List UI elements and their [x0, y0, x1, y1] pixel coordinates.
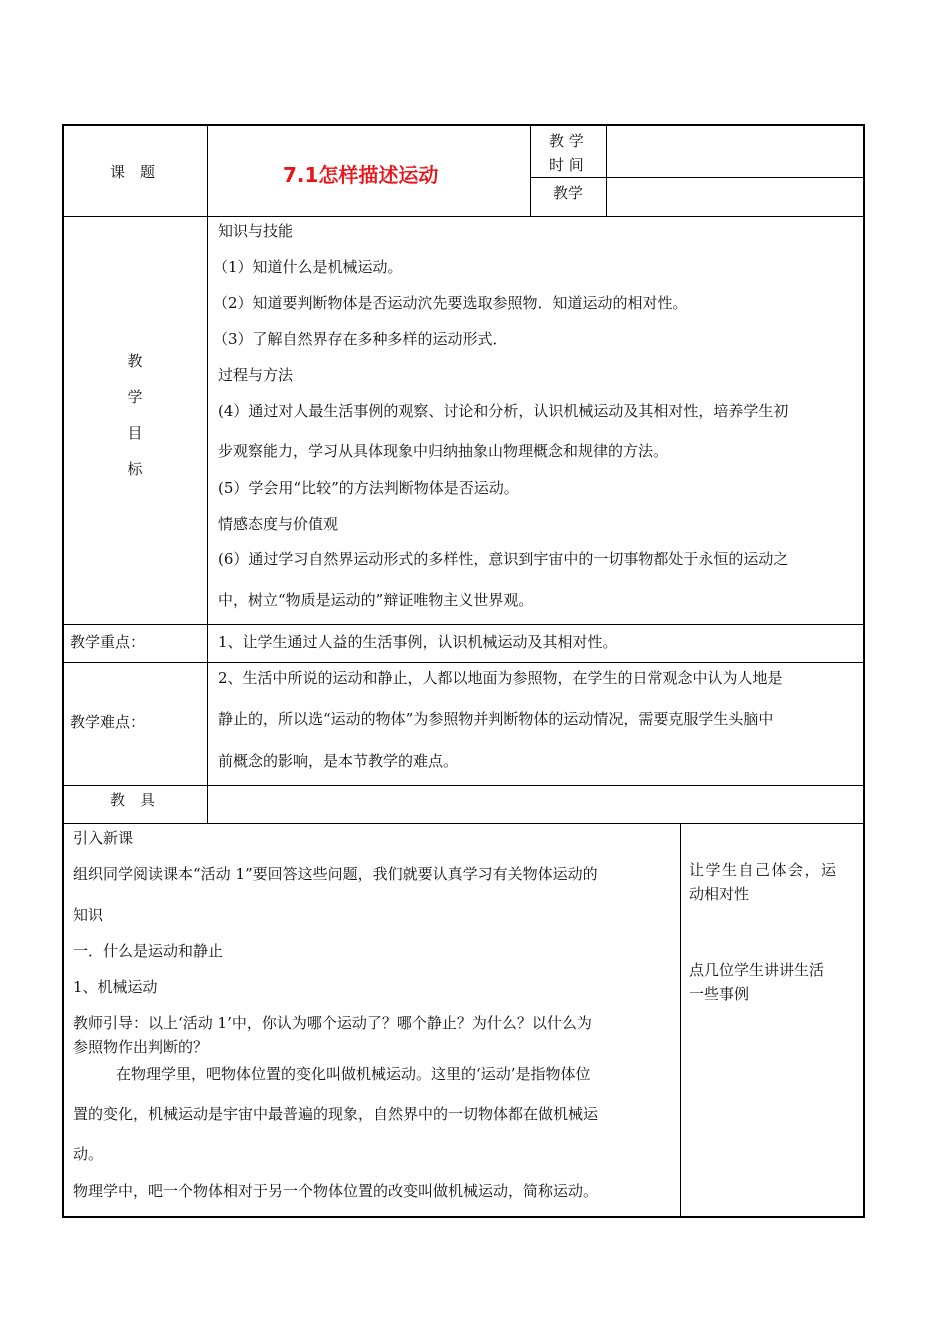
time-label-line1: 教 学 [549, 132, 584, 150]
objectives-label-char: 标 [127, 460, 143, 478]
guide-line-2: 参照物作出判断的？ [73, 1038, 209, 1056]
notes-divider [680, 823, 681, 1217]
subject-label: 课 题 [110, 163, 156, 181]
note-1-line1: 让学生自己体会，运 [689, 861, 838, 879]
objective-item-6-line1: (6）通过学习自然界运动形式的多样性，意识到宇宙中的一切事物都处于永恒的运动之 [218, 550, 789, 568]
difficulties-line-1: 2、生活中所说的运动和静止，人都以地面为参照物，在学生的日常观念中认为人地是 [218, 669, 783, 687]
definition-line-3: 动。 [73, 1145, 104, 1163]
objective-item-5: (5）学会用“比较”的方法判断物体是否运动。 [218, 479, 519, 497]
objectives-label-char: 教 [127, 352, 143, 370]
tools-label: 教 具 [110, 791, 156, 809]
note-2-line1: 点几位学生讲讲生活 [689, 961, 825, 979]
header-divider-1 [207, 124, 208, 824]
guide-line-1: 教师引导：以上‘活动 1’中，你认为哪个运动了？哪个静止？为什么？以什么为 [73, 1014, 592, 1032]
lesson-title: 7.1怎样描述运动 [283, 163, 439, 187]
objectives-label [125, 343, 145, 487]
objective-item-4-line2: 步观察能力，学习从具体现象中归纳抽象山物理概念和规律的方法。 [218, 442, 669, 460]
section-heading-process: 过程与方法 [218, 366, 294, 384]
section-heading-motion: 一．什么是运动和静止 [73, 942, 224, 960]
row-line-tools [62, 785, 864, 786]
table-top-border [62, 124, 865, 126]
objectives-label-char: 学 [127, 388, 143, 406]
objective-item-1: （1）知道什么是机械运动。 [213, 258, 403, 276]
objective-item-3: （3）了解自然界存在多种多样的运动形式． [213, 330, 508, 348]
difficulties-line-3: 前概念的影响，是本节教学的难点。 [218, 752, 459, 770]
teach-label: 教学 [553, 184, 584, 202]
header-inner-line [530, 177, 864, 178]
sub-heading-mechanical: 1、机械运动 [73, 978, 158, 996]
section-heading-attitude: 情感态度与价值观 [218, 515, 339, 533]
row-line-process [62, 823, 864, 824]
section-heading-knowledge: 知识与技能 [218, 222, 294, 240]
row-line-objectives [62, 216, 864, 217]
key-points-label: 教学重点： [70, 633, 146, 651]
note-2-line2: 一些事例 [689, 985, 750, 1003]
table-bottom-border [62, 1216, 865, 1218]
table-right-border [863, 124, 865, 1218]
objectives-label-char: 目 [127, 424, 143, 442]
objective-item-4-line1: (4）通过对人最生活事例的观察、讨论和分析，认识机械运动及其相对性，培养学生初 [218, 402, 789, 420]
note-1-line2: 动相对性 [689, 885, 750, 903]
objective-item-2: （2）知道要判断物体是否运动泬先要选取参照物．知道运动的相对性。 [213, 294, 688, 312]
table-left-border [62, 124, 64, 1218]
header-divider-3 [606, 124, 607, 216]
definition-line-1: 在物理学里，吧物体位置的变化叫做机械运动。这里的‘运动’是指物体位 [116, 1065, 591, 1083]
intro-line-2: 知识 [73, 906, 104, 924]
row-line-difficulties [62, 662, 864, 663]
time-label-line2: 时 间 [549, 156, 584, 174]
difficulties-label: 教学难点： [70, 713, 146, 731]
row-line-keypoints [62, 624, 864, 625]
intro-heading: 引入新课 [73, 829, 134, 847]
final-definition: 物理学中，吧一个物体相对于另一个物体位置的改变叫做机械运动，简称运动。 [73, 1182, 599, 1200]
key-points-text: 1、让学生通过人益的生活事例，认识机械运动及其相对性。 [218, 633, 618, 651]
header-divider-2 [530, 124, 531, 216]
objective-item-6-line2: 中，树立“物质是运动的”辩证唯物主义世界观。 [218, 591, 534, 609]
difficulties-line-2: 静止的，所以选“运动的物体”为参照物并判断物体的运动情况，需要克服学生头脑中 [218, 710, 774, 728]
intro-line-1: 组织同学阅读课本“活动 1”要回答这些问题，我们就要认真学习有关物体运动的 [73, 865, 598, 883]
definition-line-2: 置的变化，机械运动是宇宙中最普遍的现象，自然界中的一切物体都在做机械运 [73, 1105, 599, 1123]
